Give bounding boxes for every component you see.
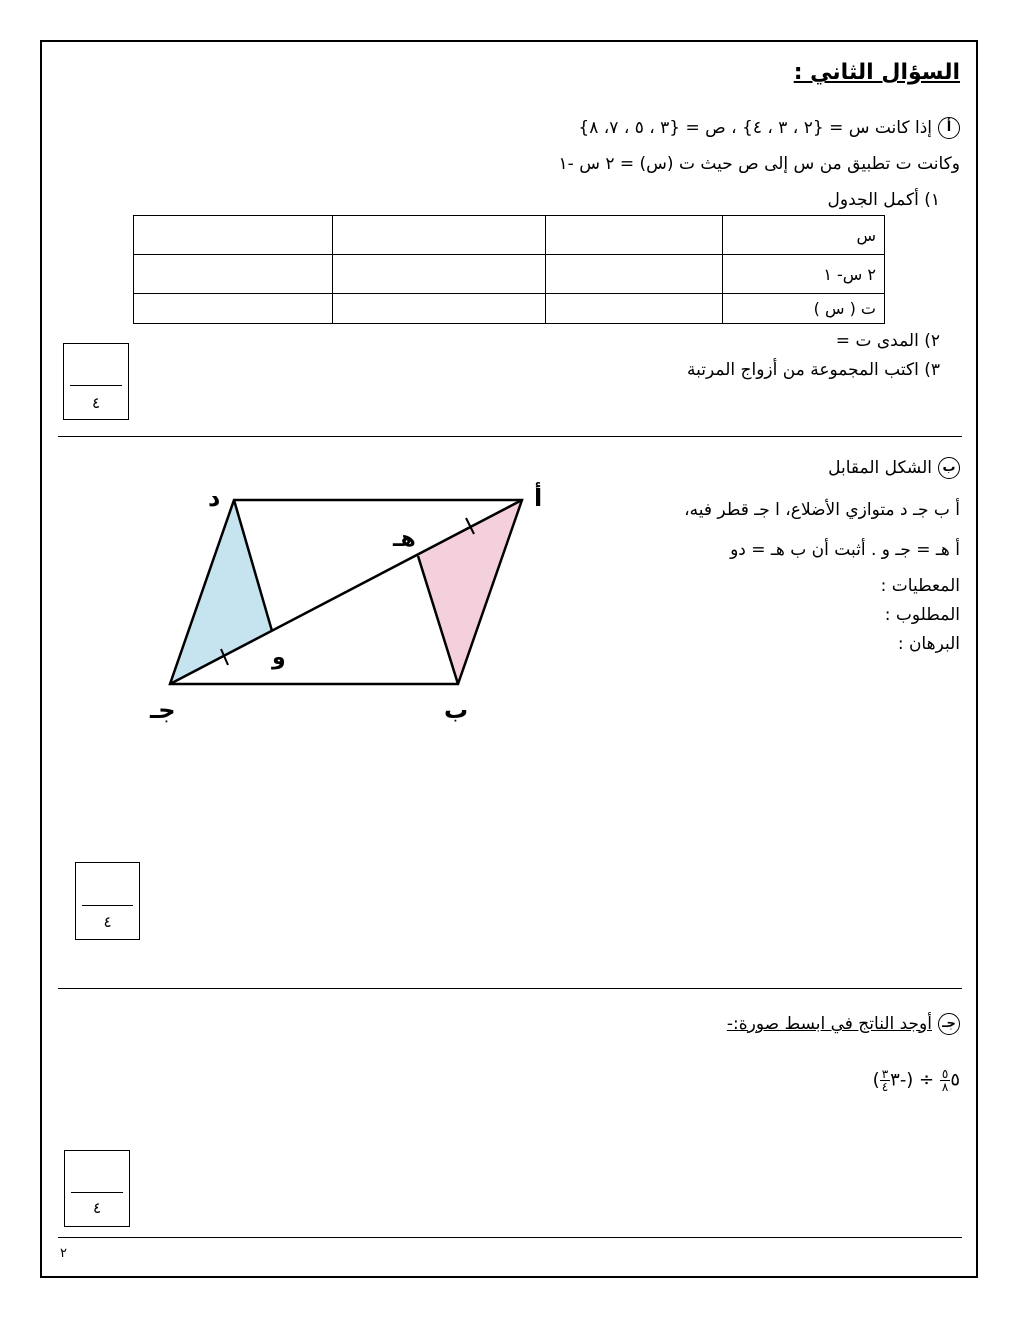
operator: ÷ (- xyxy=(899,1069,935,1091)
part-b-line-1: أ ب جـ د متوازي الأضلاع، ا جـ قطر فيه، xyxy=(684,500,960,520)
table-cell[interactable] xyxy=(546,255,723,294)
part-a-item-3: ٣) اكتب المجموعة من أزواج المرتبة xyxy=(687,360,940,380)
score-denominator: ٤ xyxy=(91,394,101,412)
part-a-line-1 xyxy=(578,117,960,139)
fraction-1-numerator: ٥ xyxy=(941,1067,949,1081)
label-w: و xyxy=(272,645,286,670)
page-number: ٢ xyxy=(60,1246,67,1261)
fraction-1-denominator: ٨ xyxy=(941,1080,949,1094)
label-c: جـ xyxy=(150,696,176,724)
fraction-2 xyxy=(880,1068,890,1093)
score-box-c xyxy=(64,1150,130,1227)
table-cell[interactable] xyxy=(134,255,333,294)
mixed-whole-2: ٣ xyxy=(890,1069,900,1091)
part-a-item-2: ٢) المدى ت = xyxy=(835,331,940,351)
score-denominator: ٤ xyxy=(92,1199,102,1217)
table-cell[interactable] xyxy=(134,216,333,255)
table-header-2x-minus-1: ٢ س- ١ xyxy=(723,255,885,294)
score-box-a xyxy=(63,343,129,420)
part-a-line-1-text: إذا كانت س = {٢ ، ٣ ، ٤} ، ص = {٣ ، ٥ ، ٧، ٨} xyxy=(578,118,932,138)
division-expression xyxy=(873,1068,960,1093)
fraction-2-numerator: ٣ xyxy=(881,1067,889,1081)
table-cell[interactable] xyxy=(546,216,723,255)
givens-label: المعطيات : xyxy=(880,576,960,596)
proof-label: البرهان : xyxy=(897,634,960,654)
table-header-x: س xyxy=(723,216,885,255)
section-divider xyxy=(58,436,962,437)
part-c-instruction xyxy=(727,1013,960,1035)
table-cell[interactable] xyxy=(333,294,546,324)
part-a-item-1: ١) أكمل الجدول xyxy=(827,190,940,210)
part-b-intro-text: الشكل المقابل xyxy=(828,458,932,478)
close-paren: ) xyxy=(872,1069,880,1091)
fraction-1 xyxy=(940,1068,950,1093)
part-c-badge: جـ xyxy=(938,1013,960,1035)
mixed-whole-1: ٥ xyxy=(950,1069,960,1091)
table-cell[interactable] xyxy=(333,255,546,294)
footer-rule xyxy=(58,1237,962,1238)
fraction-2-denominator: ٤ xyxy=(881,1080,889,1094)
mapping-table xyxy=(133,215,885,324)
part-b-intro xyxy=(828,457,960,479)
part-b-line-2: أ هـ = جـ و . أثبت أن ب هـ = دو xyxy=(730,540,960,560)
table-cell[interactable] xyxy=(546,294,723,324)
part-b-badge: ب xyxy=(938,457,960,479)
table-header-t-of-x: ت ( س ) xyxy=(723,294,885,324)
label-d: د xyxy=(208,484,221,512)
part-a-badge: أ xyxy=(938,117,960,139)
part-a-line-2: وكانت ت تطبيق من س إلى ص حيث ت (س) = ٢ س -١ xyxy=(558,154,960,174)
section-divider xyxy=(58,988,962,989)
table-row xyxy=(134,216,885,255)
table-cell[interactable] xyxy=(333,216,546,255)
table-cell[interactable] xyxy=(134,294,333,324)
question-title: السؤال الثاني : xyxy=(793,60,960,85)
score-denominator: ٤ xyxy=(103,913,112,931)
parallelogram-figure xyxy=(140,470,580,730)
required-label: المطلوب : xyxy=(884,605,960,625)
part-c-instruction-text: أوجد الناتج في ابسط صورة:- xyxy=(726,1014,932,1034)
table-row xyxy=(134,255,885,294)
table-row xyxy=(134,294,885,324)
label-e: هـ xyxy=(393,527,416,552)
label-b: ب xyxy=(444,696,469,724)
label-a: أ xyxy=(534,484,543,512)
score-box-b xyxy=(75,862,140,940)
